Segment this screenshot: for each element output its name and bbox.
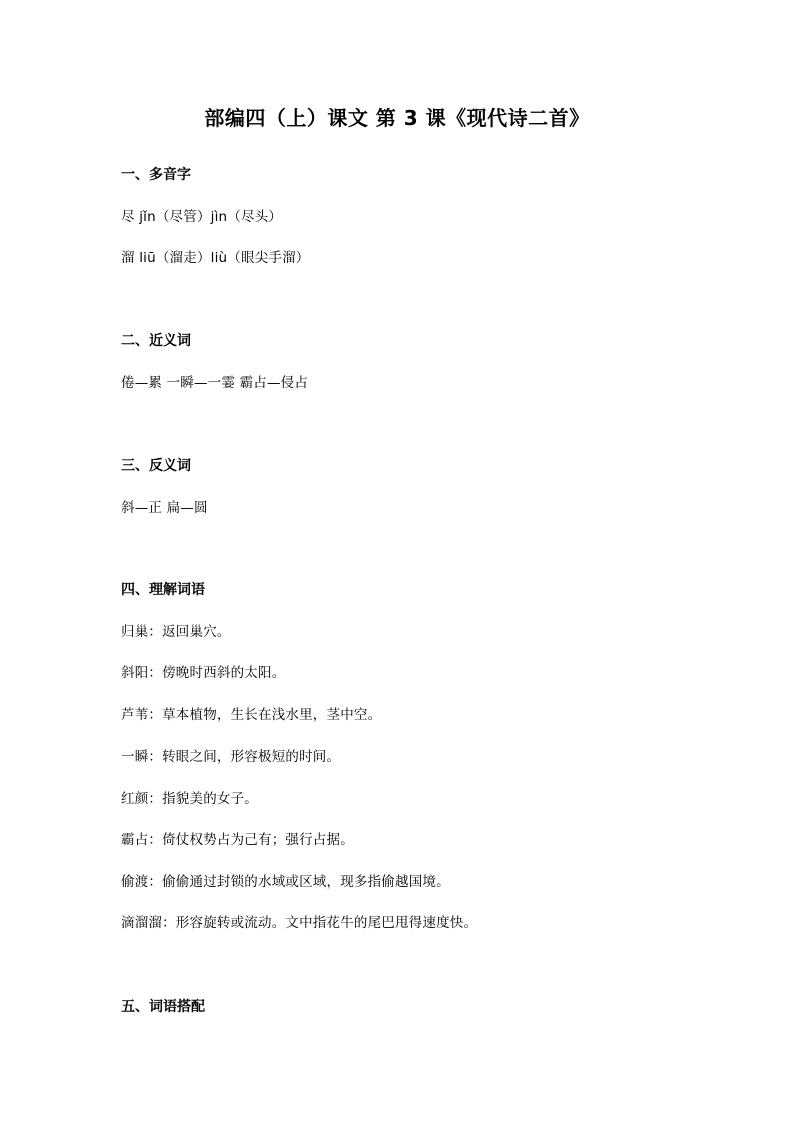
vocabulary-line-4: 一瞬：转眼之间，形容极短的时间。 <box>121 749 341 765</box>
vocabulary-line-1: 归巢：返回巢穴。 <box>121 624 231 640</box>
section-heading-antonyms: 三、反义词 <box>121 458 191 474</box>
vocabulary-line-2: 斜阳：傍晚时西斜的太阳。 <box>121 665 286 681</box>
polyphonic-line-2: 溜 liū（溜走）liù（眼尖手溜） <box>121 250 310 266</box>
vocabulary-line-7: 偷渡：偷偷通过封锁的水域或区域，现多指偷越国境。 <box>121 874 450 890</box>
section-heading-polyphonic: 一、多音字 <box>121 167 191 183</box>
synonyms-line-1: 倦—累 一瞬—一霎 霸占—侵占 <box>121 375 309 391</box>
vocabulary-line-5: 红颜：指貌美的女子。 <box>121 791 258 807</box>
page-title: 部编四（上）课文 第 3 课《现代诗二首》 <box>204 106 590 130</box>
antonyms-line-1: 斜—正 扁—圆 <box>121 500 208 516</box>
vocabulary-line-8: 滴溜溜：形容旋转或流动。文中指花牛的尾巴甩得速度快。 <box>121 915 478 931</box>
section-heading-synonyms: 二、近义词 <box>121 333 191 349</box>
vocabulary-line-6: 霸占：倚仗权势占为己有；强行占据。 <box>121 832 354 848</box>
vocabulary-line-3: 芦苇：草本植物，生长在浅水里，茎中空。 <box>121 707 382 723</box>
section-heading-collocations: 五、词语搭配 <box>121 999 205 1015</box>
section-heading-vocabulary: 四、理解词语 <box>121 582 205 598</box>
polyphonic-line-1: 尽 jǐn（尽管）jìn（尽头） <box>121 209 283 225</box>
